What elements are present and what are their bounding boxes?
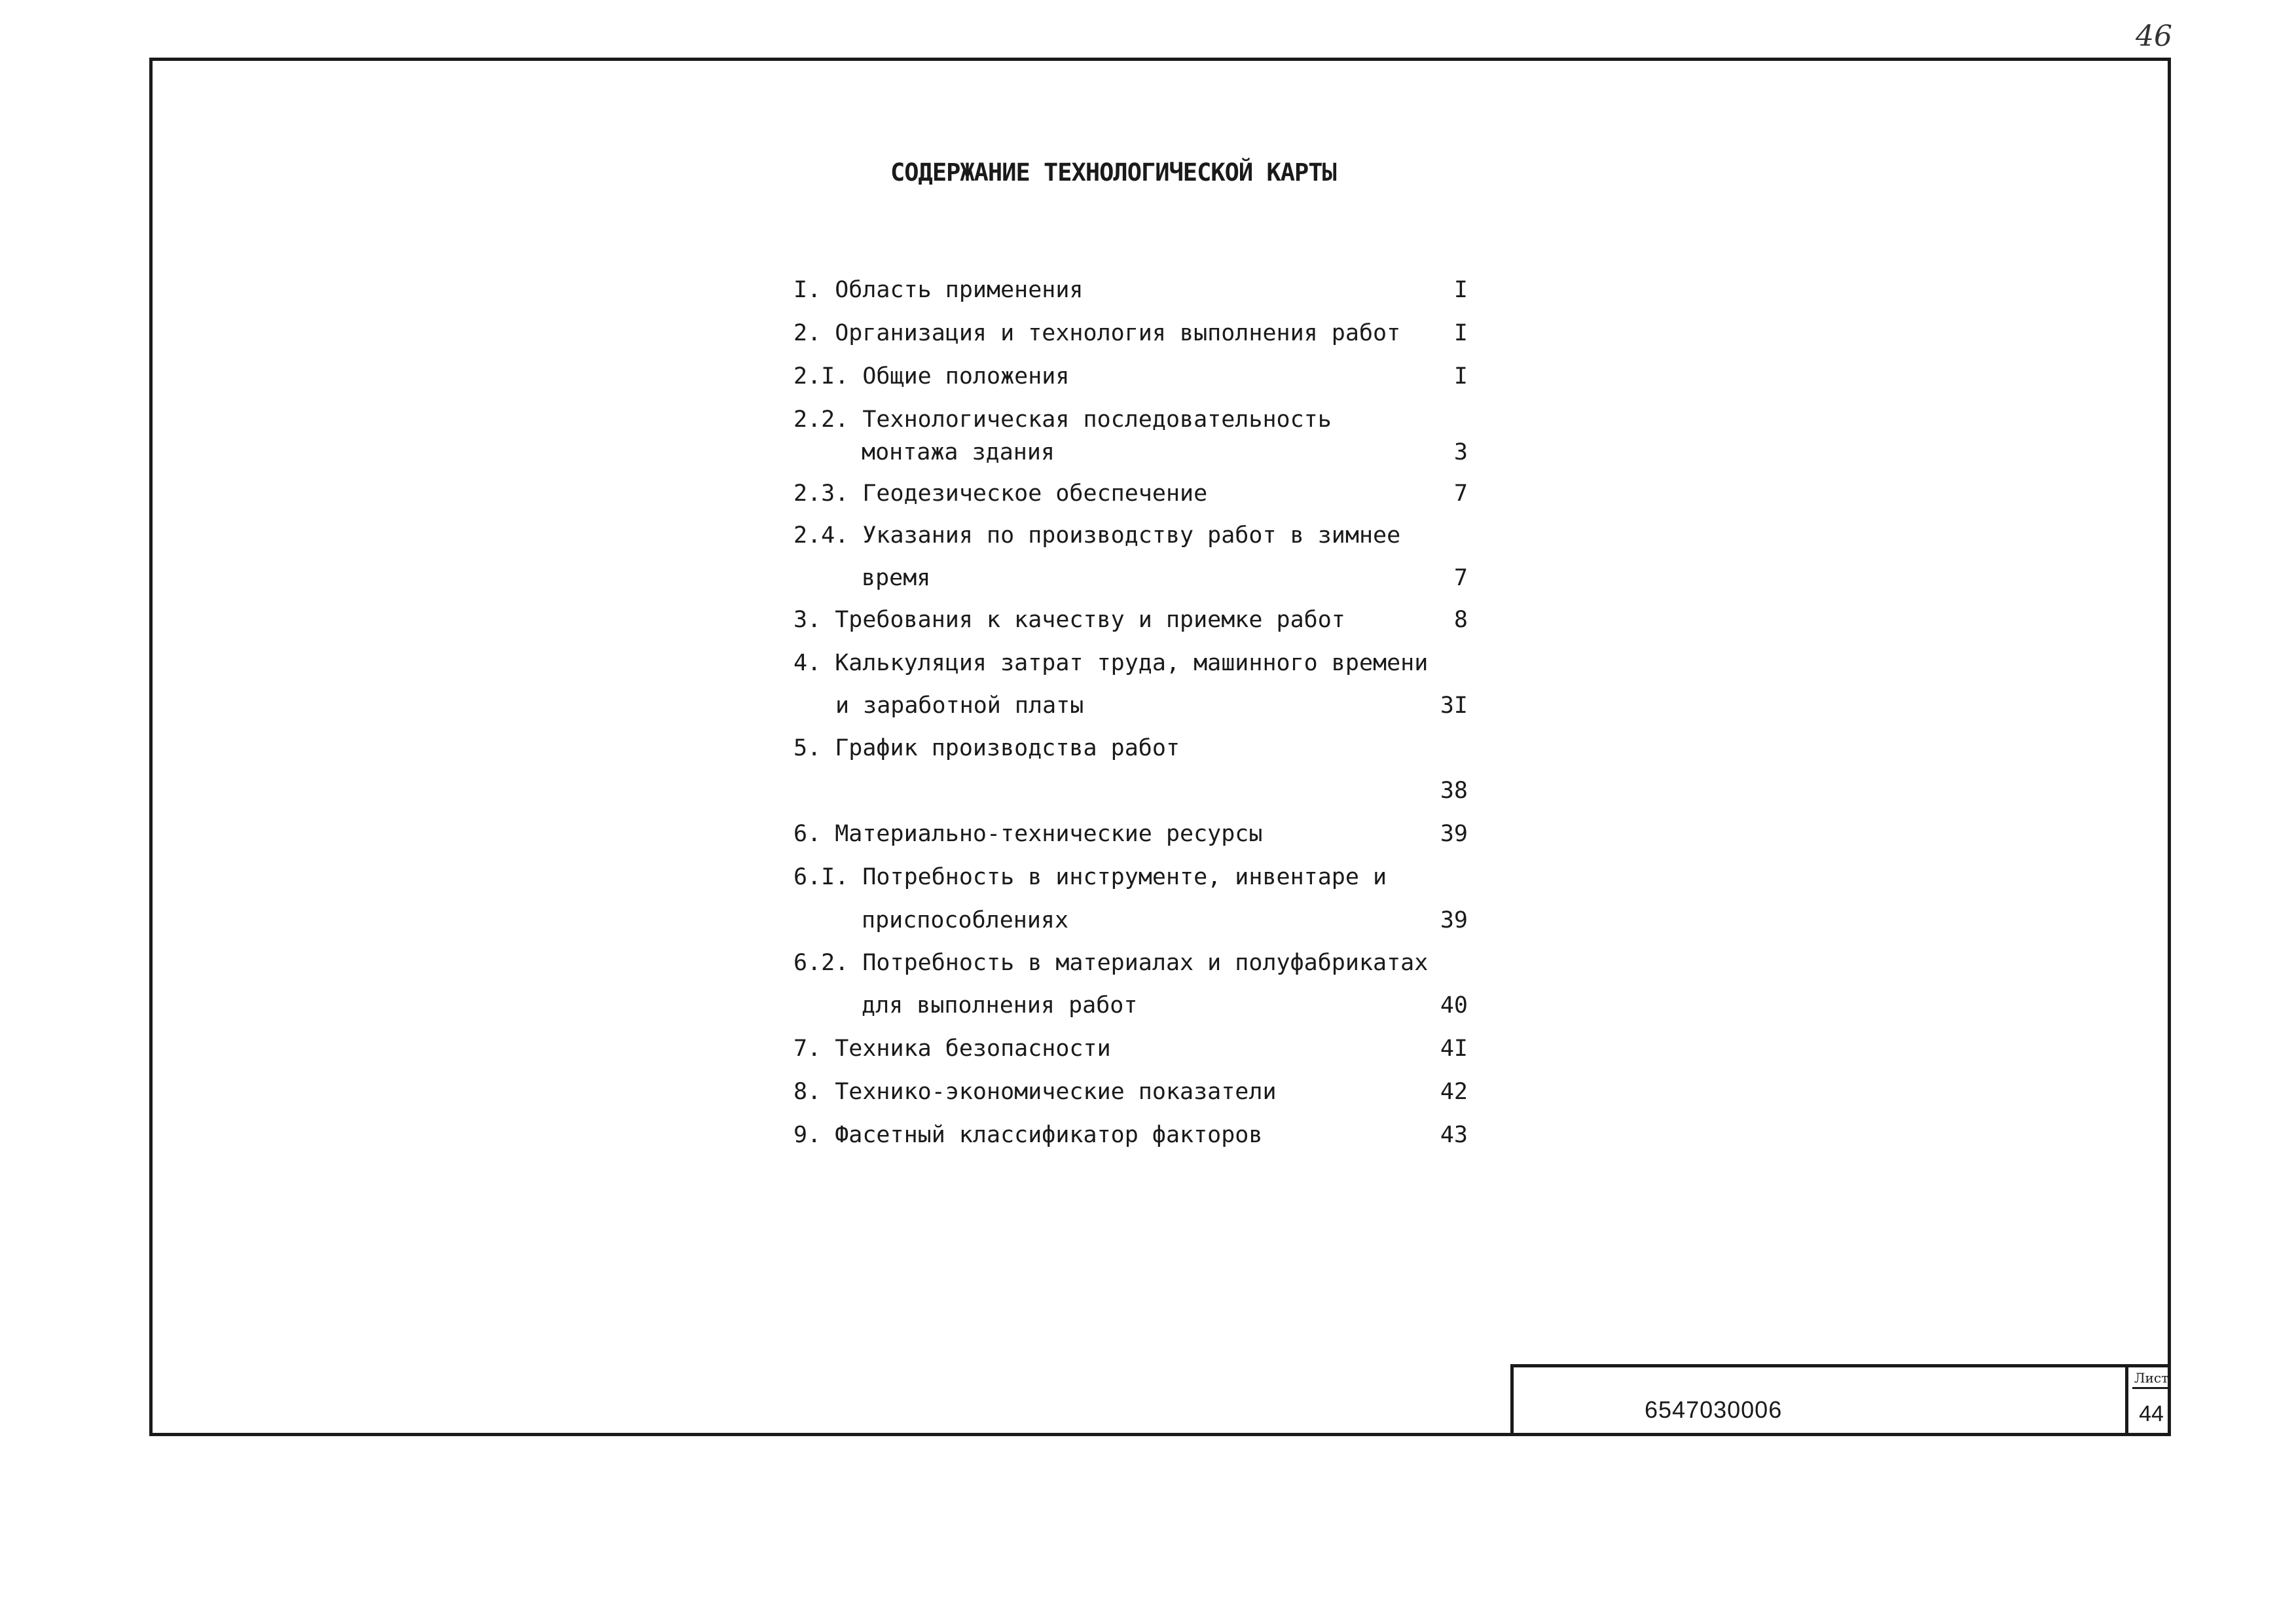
toc-row [793,274,1468,313]
toc-row [793,732,1468,771]
toc-row [793,947,1468,986]
toc-item-text: I. Область применения [793,277,1084,303]
toc-item-text: 2.4. Указания по производству работ в зимнее [793,522,1401,549]
sheet-box [2125,1367,2171,1436]
toc-item-text: время [862,565,931,591]
toc-item-text: 6.2. Потребность в материалах и полуфабрикатах [793,950,1429,976]
document-code: 6547030006 [1645,1396,1783,1423]
toc-row [793,562,1468,601]
toc-item-page: 39 [1440,907,1468,933]
toc-item-text: 5. График производства работ [793,735,1180,761]
toc-item-text: 6. Материально-технические ресурсы [793,821,1263,847]
toc-row [793,317,1468,356]
toc-item-page: 43 [1440,1122,1468,1148]
toc-item-text: 7. Техника безопасности [793,1036,1111,1062]
handwritten-page-number: 46 [2136,20,2172,53]
toc-row [793,1075,1468,1115]
toc-item-page: I [1453,320,1468,346]
toc-row [793,604,1468,643]
toc-row [793,818,1468,857]
toc-row [793,477,1468,516]
toc-item-text: 2. Организация и технология выполнения работ [793,320,1401,346]
toc-item-page: 40 [1440,992,1468,1019]
toc-item-page: 8 [1453,607,1468,633]
toc-row [793,689,1468,729]
toc-item-page: 7 [1453,480,1468,507]
toc-item-text: 2.I. Общие положения [793,363,1070,389]
toc-row [793,360,1468,399]
toc-item-text: приспособлениях [862,907,1069,933]
toc-item-text: 4. Калькуляция затрат труда, машинного времени [793,650,1429,676]
toc-item-text: и заработной платы [835,693,1084,719]
toc-item-page: 4I [1440,1036,1468,1062]
toc-item-text: 2.2. Технологическая последовательность [793,406,1332,433]
page-title: СОДЕРЖАНИЕ ТЕХНОЛОГИЧЕСКОЙ КАРТЫ [890,158,1336,187]
toc-row [793,904,1468,943]
toc-item-text: 9. Фасетный классификатор факторов [793,1122,1263,1148]
toc-item-page: 38 [1440,778,1468,804]
toc-item-text: 2.3. Геодезическое обеспечение [793,480,1208,507]
toc-item-text: 3. Требования к качеству и приемке работ [793,607,1345,633]
toc-item-text: 6.I. Потребность в инструменте, инвентаре и [793,864,1387,890]
toc-item-page: I [1453,363,1468,389]
toc-item-page: I [1453,277,1468,303]
toc-item-text: для выполнения работ [862,992,1138,1019]
toc-row [793,1119,1468,1158]
toc-row [793,861,1468,900]
toc-item-page: 42 [1440,1079,1468,1105]
toc-item-page: 3I [1440,693,1468,719]
toc-row [793,519,1468,558]
toc-item-page: 3 [1453,439,1468,465]
toc-row [793,989,1468,1028]
title-block [1510,1364,2171,1436]
toc-item-page: 39 [1440,821,1468,847]
toc-item-text: монтажа здания [862,439,1055,465]
sheet-label: Лист [2132,1370,2170,1389]
toc-row [793,647,1468,686]
toc-item-text: 8. Технико-экономические показатели [793,1079,1277,1105]
toc-item-page: 7 [1453,565,1468,591]
toc-row [793,436,1468,475]
sheet-number: 44 [2139,1401,2164,1426]
toc-row [793,774,1468,814]
toc-row [793,1032,1468,1072]
